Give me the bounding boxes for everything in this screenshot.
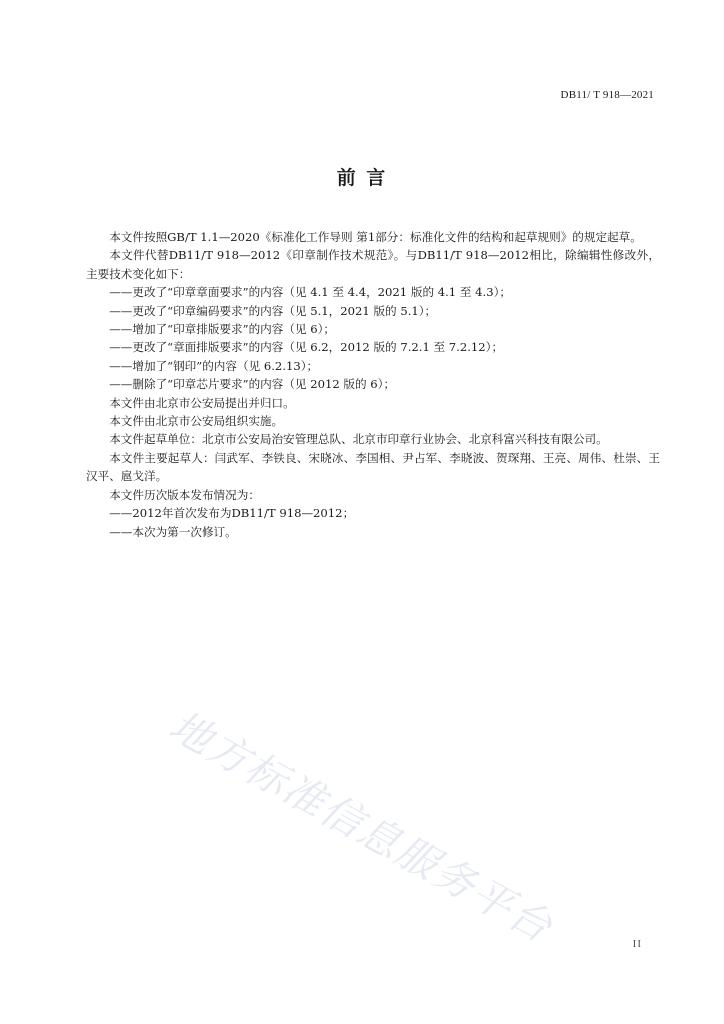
scope-paragraph: 本文件按照GB/T 1.1—2020《标准化工作导则 第1部分：标准化文件的结构和起草规则》的规定起草。 xyxy=(109,230,642,244)
replacement-paragraph: 本文件代替DB11/T 918—2012《印章制作技术规范》。与DB11/T 918—2012相比，除编辑性修改外，主要技术变化如下： xyxy=(86,248,660,281)
history-heading: 本文件历次版本发布情况为： xyxy=(109,487,260,502)
change-item: ——更改了“章面排版要求”的内容（见 6.2，2012 版的 7.2.1 至 7.2.12）； xyxy=(109,340,504,355)
change-item: ——更改了“印章编码要求”的内容（见 5.1，2021 版的 5.1）； xyxy=(109,303,437,318)
watermark-text: 地方标准信息服务平台 xyxy=(161,701,562,953)
history-item: ——2012年首次发布为DB11/T 918—2012； xyxy=(109,506,355,521)
page-title: 前 言 xyxy=(336,167,388,189)
change-item: ——删除了“印章芯片要求”的内容（见 2012 版的 6）； xyxy=(109,377,396,392)
page-number: II xyxy=(632,938,642,950)
drafters-statement: 本文件主要起草人：闫武军、李铁良、宋晓冰、李国相、尹占军、李晓波、贺琛翔、王亮、周伟、杜崇、王汉平、扈戈洋。 xyxy=(86,450,660,484)
drafting-units-statement: 本文件起草单位：北京市公安局治安管理总队、北京市印章行业协会、北京科富兴科技有限公司。 xyxy=(109,432,608,447)
change-item: ——增加了“钢印”的内容（见 6.2.13）； xyxy=(109,358,319,373)
proposer-statement: 本文件由北京市公安局提出并归口。 xyxy=(109,395,295,410)
history-item: ——本次为第一次修订。 xyxy=(109,524,237,539)
foreword-body xyxy=(86,228,660,541)
implementer-statement: 本文件由北京市公安局组织实施。 xyxy=(109,414,284,429)
change-item: ——更改了“印章章面要求”的内容（见 4.1 至 4.4，2021 版的 4.1 至 4.3）； xyxy=(109,285,511,300)
standard-code: DB11/ T 918—2021 xyxy=(560,89,654,101)
change-item: ——增加了“印章排版要求”的内容（见 6）； xyxy=(109,322,335,337)
